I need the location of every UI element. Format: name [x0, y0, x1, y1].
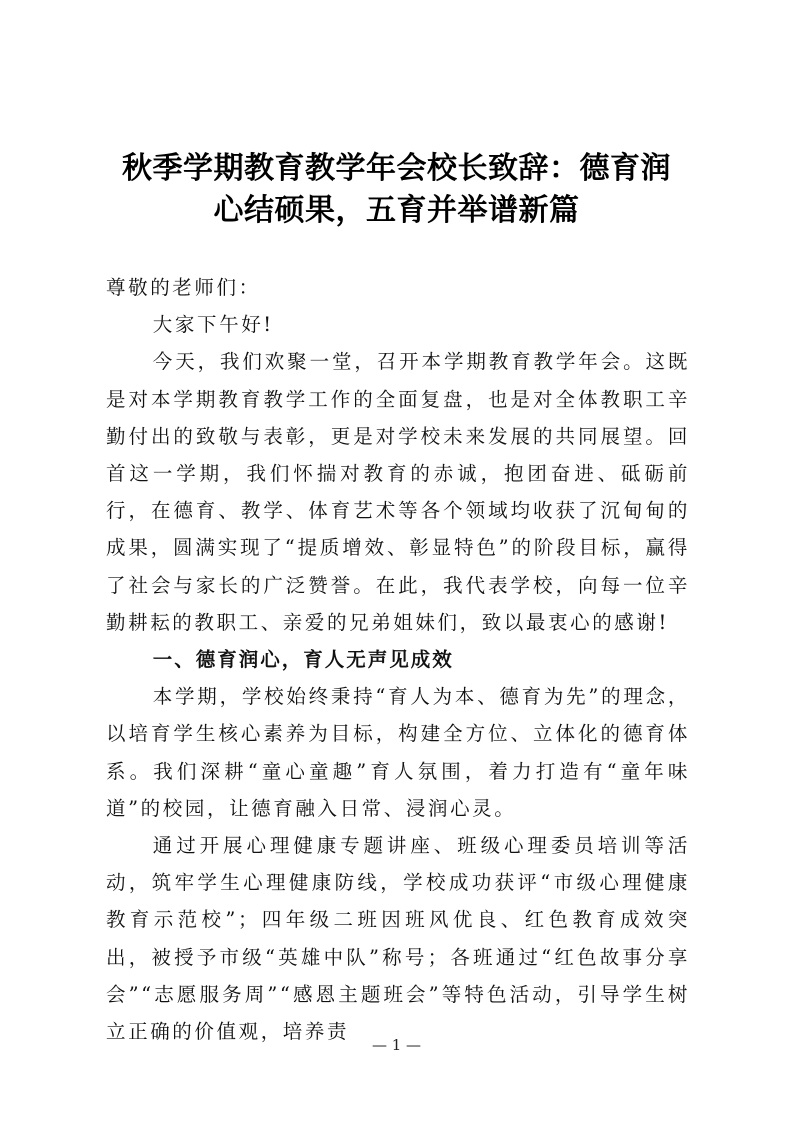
title-line-1: 秋季学期教育教学年会校长致辞：德育润 [122, 151, 671, 186]
greeting: 大家下午好! [152, 313, 274, 337]
intro-paragraph: 今天，我们欢聚一堂，召开本学期教育教学年会。这既是对本学期教育教学工作的全面复盘，也是对全体教职工辛勤付出的致敬与表彰，更是对学校未来发展的共同展望。回首这一学期，我们怀揣对教育的赤诚，抱团奋进、砥砺前行，在德育、教学、体育艺术等各个领域均收获了沉甸甸的成果，圆满实现了“提质增效、彰显特色”的阶段目标，赢得了社会与家长的广泛赞誉。在此，我代表学校，向每一位辛勤耕耘的教职工、亲爱的兄弟姐妹们，致以最衷心的感谢! [106, 350, 690, 634]
section1-paragraph-2: 通过开展心理健康专题讲座、班级心理委员培训等活动，筑牢学生心理健康防线，学校成功获评“市级心理健康教育示范校”；四年级二班因班风优良、红色教育成效突出，被授予市级“英雄中队”称号；各班通过“红色故事分享会”“志愿服务周”“感恩主题班会”等特色活动，引导学生树立正确的价值观，培养责 [106, 834, 690, 1044]
title-line-2: 心结硕果，五育并举谱新篇 [213, 193, 580, 228]
document-body [106, 269, 690, 1050]
section-heading-1: 一、德育润心，育人无声见成效 [152, 648, 454, 672]
section1-paragraph-1: 本学期，学校始终秉持“育人为本、德育为先”的理念，以培育学生核心素养为目标，构建全方位、立体化的德育体系。我们深耕“童心童趣”育人氛围，着力打造有“童年味道”的校园，让德育融入日常、浸润心灵。 [106, 685, 690, 820]
page-number: — 1 — [371, 1036, 422, 1054]
salutation: 尊敬的老师们： [106, 276, 261, 299]
document-title [90, 148, 703, 232]
